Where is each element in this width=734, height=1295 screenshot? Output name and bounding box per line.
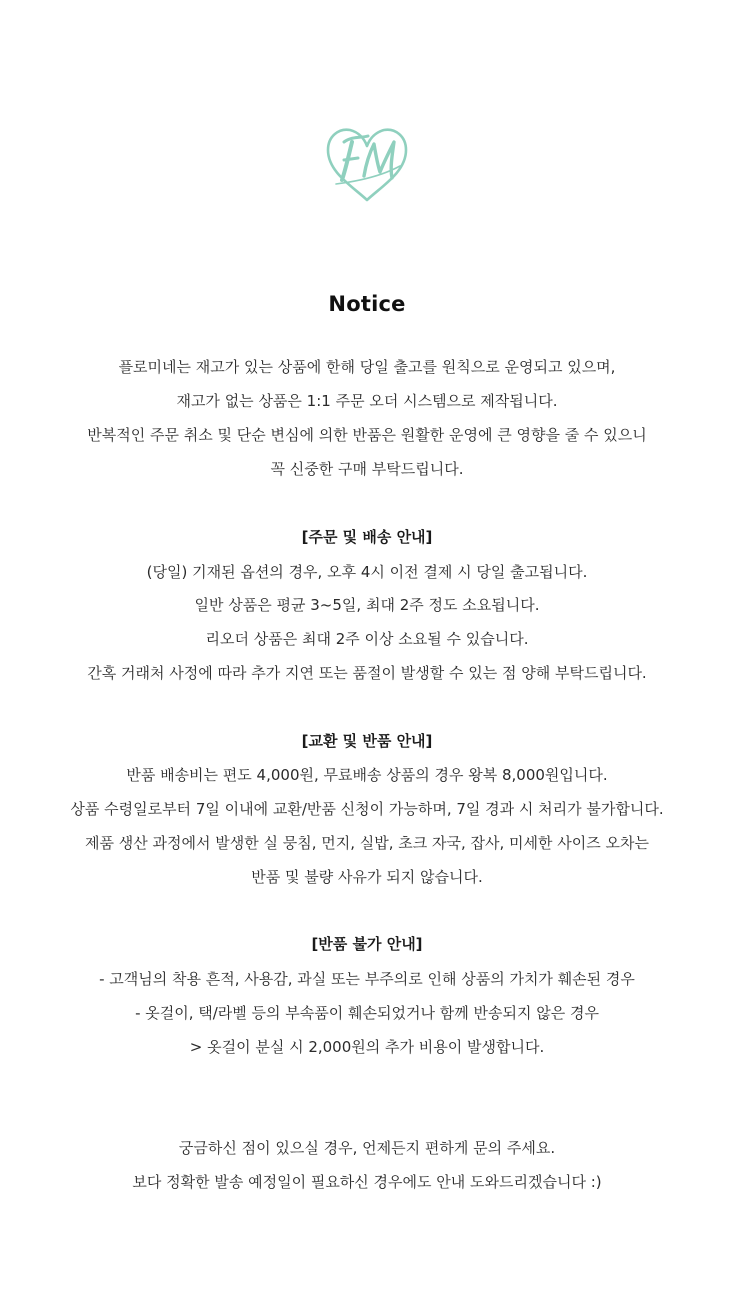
intro-line-4: 꼭 신중한 구매 부탁드립니다. (270, 460, 464, 478)
exchange-return-line-4: 반품 및 불량 사유가 되지 않습니다. (251, 868, 483, 886)
svg-text:FM: FM (366, 172, 368, 173)
no-return-line-2: - 옷걸이, 택/라벨 등의 부속품이 훼손되었거나 함께 반송되지 않은 경우 (135, 1004, 599, 1022)
exchange-return-line-1: 반품 배송비는 편도 4,000원, 무료배송 상품의 경우 왕복 8,000원입니다. (126, 766, 608, 784)
exchange-return-line-3: 제품 생산 과정에서 발생한 실 뭉침, 먼지, 실밥, 초크 자국, 잡사, 미세한 사이즈 오차는 (85, 834, 649, 852)
closing-line-1: 궁금하신 점이 있으실 경우, 언제든지 편하게 문의 주세요. (178, 1139, 556, 1157)
fm-heart-logo (322, 122, 412, 206)
exchange-return-heading: [교환 및 반품 안내] (301, 732, 433, 750)
order-shipping-heading: [주문 및 배송 안내] (301, 528, 433, 546)
no-return-heading: [반품 불가 안내] (311, 935, 423, 953)
order-shipping-line-2: 일반 상품은 평균 3~5일, 최대 2주 정도 소요됩니다. (194, 596, 540, 614)
no-return-line-1: - 고객님의 착용 흔적, 사용감, 과실 또는 부주의로 인해 상품의 가치가 훼손된 경우 (99, 970, 635, 988)
intro-line-1: 플로미네는 재고가 있는 상품에 한해 당일 출고를 원칙으로 운영되고 있으며, (118, 358, 616, 376)
no-return-line-3: > 옷걸이 분실 시 2,000원의 추가 비용이 발생합니다. (189, 1038, 545, 1056)
intro-line-3: 반복적인 주문 취소 및 단순 변심에 의한 반품은 원활한 운영에 큰 영향을 줄 수 있으니 (87, 426, 647, 444)
intro-line-2: 재고가 없는 상품은 1:1 주문 오더 시스템으로 제작됩니다. (176, 392, 558, 410)
order-shipping-line-3: 리오더 상품은 최대 2주 이상 소요될 수 있습니다. (205, 630, 529, 648)
closing-line-2: 보다 정확한 발송 예정일이 필요하신 경우에도 안내 도와드리겠습니다 :) (132, 1173, 602, 1191)
notice-title: Notice (328, 292, 406, 316)
order-shipping-line-1: (당일) 기재된 옵션의 경우, 오후 4시 이전 결제 시 당일 출고됩니다. (146, 563, 588, 581)
exchange-return-line-2: 상품 수령일로부터 7일 이내에 교환/반품 신청이 가능하며, 7일 경과 시 처리가 불가합니다. (70, 800, 664, 818)
order-shipping-line-4: 간혹 거래처 사정에 따라 추가 지연 또는 품절이 발생할 수 있는 점 양해 부탁드립니다. (87, 664, 647, 682)
